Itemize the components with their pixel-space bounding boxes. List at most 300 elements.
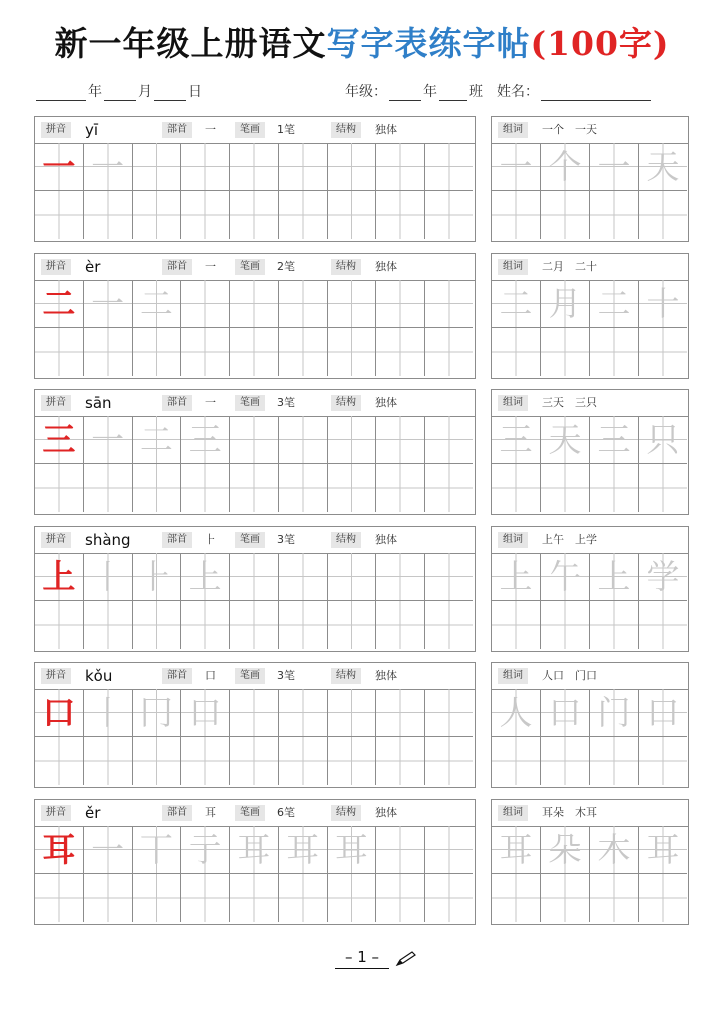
stroke-order-trace: 二 — [139, 420, 173, 459]
writing-cell[interactable] — [84, 553, 133, 601]
writing-cell[interactable] — [425, 826, 473, 874]
word-cell[interactable] — [541, 143, 590, 191]
stroke-order-trace: 上 — [188, 557, 222, 596]
structure-value: 独体 — [375, 669, 397, 682]
writing-cell[interactable] — [35, 280, 84, 328]
writing-cell[interactable] — [181, 143, 230, 191]
writing-grid — [35, 553, 475, 651]
writing-cell[interactable] — [35, 464, 84, 512]
word-trace-character: 三 — [597, 420, 631, 459]
writing-cell[interactable] — [376, 464, 425, 512]
word-cell[interactable] — [492, 328, 541, 376]
writing-cell[interactable] — [425, 464, 473, 512]
stroke-order-trace: 亍 — [188, 830, 222, 869]
writing-cell[interactable] — [35, 143, 84, 191]
word-cell[interactable] — [590, 191, 639, 239]
words-chip: 组词 — [498, 532, 528, 548]
word-cell[interactable] — [492, 874, 541, 922]
writing-cell[interactable] — [279, 143, 328, 191]
main-character: 一 — [42, 147, 76, 186]
writing-cell[interactable] — [376, 601, 425, 649]
title-highlight: 写字表练字帖 — [326, 24, 531, 63]
structure-value: 独体 — [375, 396, 397, 409]
writing-cell[interactable] — [425, 601, 473, 649]
writing-cell[interactable] — [376, 328, 425, 376]
word-grid — [492, 416, 688, 514]
word-practice-row — [491, 116, 689, 242]
writing-cell[interactable] — [84, 601, 133, 649]
radical-value: 耳 — [205, 806, 216, 819]
word-trace-character: 天 — [646, 147, 680, 186]
writing-cell[interactable] — [425, 328, 473, 376]
grade-label: 年级： — [345, 84, 387, 100]
structure-chip: 结构 — [331, 532, 361, 548]
writing-cell[interactable] — [133, 553, 182, 601]
writing-cell[interactable] — [84, 143, 133, 191]
structure-chip: 结构 — [331, 668, 361, 684]
word-trace-character: 一 — [597, 147, 631, 186]
word-cell[interactable] — [492, 689, 541, 737]
word-trace-character: 一 — [499, 147, 533, 186]
writing-cell[interactable] — [181, 601, 230, 649]
writing-cell[interactable] — [35, 191, 84, 239]
word-cell[interactable] — [590, 328, 639, 376]
radical-value: 口 — [205, 669, 216, 682]
pinyin-chip: 拼音 — [41, 122, 71, 138]
writing-cell[interactable] — [425, 143, 473, 191]
writing-cell[interactable] — [328, 416, 377, 464]
word-trace-character: 学 — [646, 557, 680, 596]
stroke-order-trace: 丨 — [91, 557, 125, 596]
year-blank[interactable] — [36, 84, 86, 101]
word-trace-character: 门 — [597, 693, 631, 732]
words-header — [492, 800, 688, 827]
writing-cell[interactable] — [181, 553, 230, 601]
char-info-header — [35, 117, 475, 144]
pinyin-chip: 拼音 — [41, 805, 71, 821]
strokes-value: 6笔 — [277, 806, 295, 819]
writing-cell[interactable] — [425, 416, 473, 464]
writing-cell[interactable] — [84, 416, 133, 464]
writing-grid — [35, 689, 475, 787]
strokes-chip: 笔画 — [235, 259, 265, 275]
writing-cell[interactable] — [230, 328, 279, 376]
strokes-chip: 笔画 — [235, 122, 265, 138]
writing-cell[interactable] — [230, 689, 279, 737]
writing-cell[interactable] — [279, 464, 328, 512]
word-trace-character: 午 — [548, 557, 582, 596]
structure-chip: 结构 — [331, 805, 361, 821]
word-cell[interactable] — [492, 826, 541, 874]
writing-cell[interactable] — [84, 280, 133, 328]
words-value: 三天 三只 — [542, 396, 597, 409]
day-label: 日 — [188, 84, 202, 100]
name-blank[interactable] — [541, 84, 651, 101]
radical-chip: 部首 — [162, 532, 192, 548]
words-header — [492, 527, 688, 554]
writing-cell[interactable] — [279, 280, 328, 328]
writing-cell[interactable] — [279, 416, 328, 464]
word-grid — [492, 280, 688, 378]
words-value: 上午 上学 — [542, 533, 597, 546]
word-cell[interactable] — [541, 601, 590, 649]
writing-cell[interactable] — [35, 553, 84, 601]
year-label: 年 — [88, 84, 102, 100]
writing-cell[interactable] — [425, 689, 473, 737]
writing-cell[interactable] — [376, 143, 425, 191]
radical-value: 一 — [205, 260, 216, 273]
pencil-icon — [395, 951, 417, 967]
writing-grid — [35, 143, 475, 241]
word-trace-character: 三 — [499, 420, 533, 459]
pinyin-chip: 拼音 — [41, 395, 71, 411]
writing-cell[interactable] — [328, 553, 377, 601]
word-trace-character: 朵 — [548, 830, 582, 869]
writing-grid — [35, 280, 475, 378]
writing-cell[interactable] — [425, 874, 473, 922]
writing-cell[interactable] — [230, 464, 279, 512]
word-practice-row — [491, 662, 689, 788]
page-title — [0, 20, 724, 68]
practice-row — [34, 116, 476, 242]
writing-cell[interactable] — [279, 874, 328, 922]
writing-cell[interactable] — [328, 280, 377, 328]
stroke-order-trace: 丨 — [91, 693, 125, 732]
word-cell[interactable] — [639, 737, 687, 785]
day-blank[interactable] — [154, 84, 186, 101]
month-label: 月 — [138, 84, 152, 100]
word-cell[interactable] — [541, 464, 590, 512]
writing-cell[interactable] — [230, 416, 279, 464]
word-cell[interactable] — [541, 416, 590, 464]
word-cell[interactable] — [590, 464, 639, 512]
word-cell[interactable] — [541, 280, 590, 328]
pinyin-chip: 拼音 — [41, 259, 71, 275]
writing-cell[interactable] — [133, 826, 182, 874]
writing-cell[interactable] — [328, 689, 377, 737]
word-cell[interactable] — [590, 826, 639, 874]
writing-cell[interactable] — [425, 737, 473, 785]
writing-cell[interactable] — [35, 601, 84, 649]
radical-value: ⺊ — [205, 533, 216, 546]
word-cell[interactable] — [639, 328, 687, 376]
word-cell[interactable] — [492, 416, 541, 464]
stroke-order-trace: 口 — [188, 693, 222, 732]
word-grid — [492, 553, 688, 651]
words-value: 二月 二十 — [542, 260, 597, 273]
word-practice-row — [491, 253, 689, 379]
writing-cell[interactable] — [84, 874, 133, 922]
writing-cell[interactable] — [35, 416, 84, 464]
word-cell[interactable] — [639, 826, 687, 874]
writing-cell[interactable] — [279, 553, 328, 601]
stroke-order-trace: 耳 — [286, 830, 320, 869]
stroke-order-trace: 丅 — [139, 830, 173, 869]
strokes-value: 1笔 — [277, 123, 295, 136]
writing-cell[interactable] — [376, 826, 425, 874]
writing-cell[interactable] — [84, 328, 133, 376]
writing-cell[interactable] — [181, 464, 230, 512]
writing-cell[interactable] — [35, 689, 84, 737]
writing-cell[interactable] — [230, 280, 279, 328]
strokes-value: 3笔 — [277, 533, 295, 546]
stroke-order-trace: ⺊ — [139, 557, 173, 596]
word-practice-row — [491, 526, 689, 652]
writing-cell[interactable] — [35, 826, 84, 874]
strokes-chip: 笔画 — [235, 805, 265, 821]
writing-cell[interactable] — [133, 280, 182, 328]
word-cell[interactable] — [639, 280, 687, 328]
radical-chip: 部首 — [162, 805, 192, 821]
writing-cell[interactable] — [84, 826, 133, 874]
writing-cell[interactable] — [230, 874, 279, 922]
stroke-order-trace: 一 — [91, 420, 125, 459]
date-line — [34, 80, 202, 104]
writing-cell[interactable] — [279, 826, 328, 874]
writing-cell[interactable] — [181, 416, 230, 464]
writing-cell[interactable] — [230, 143, 279, 191]
stroke-order-trace: 三 — [188, 420, 222, 459]
word-trace-character: 个 — [548, 147, 582, 186]
writing-cell[interactable] — [328, 737, 377, 785]
word-cell[interactable] — [639, 464, 687, 512]
word-cell[interactable] — [590, 280, 639, 328]
grade-blank[interactable] — [389, 84, 421, 101]
writing-cell[interactable] — [230, 553, 279, 601]
writing-cell[interactable] — [84, 737, 133, 785]
writing-cell[interactable] — [133, 143, 182, 191]
word-cell[interactable] — [639, 553, 687, 601]
writing-cell[interactable] — [279, 737, 328, 785]
structure-value: 独体 — [375, 533, 397, 546]
main-character: 口 — [42, 693, 76, 732]
words-header — [492, 117, 688, 144]
writing-cell[interactable] — [133, 416, 182, 464]
writing-cell[interactable] — [328, 191, 377, 239]
word-cell[interactable] — [590, 689, 639, 737]
word-cell[interactable] — [541, 191, 590, 239]
writing-cell[interactable] — [279, 601, 328, 649]
writing-cell[interactable] — [328, 874, 377, 922]
char-info-header — [35, 800, 475, 827]
pinyin-chip: 拼音 — [41, 668, 71, 684]
word-trace-character: 口 — [646, 693, 680, 732]
practice-row — [34, 526, 476, 652]
writing-cell[interactable] — [181, 874, 230, 922]
stroke-order-trace: 一 — [91, 830, 125, 869]
grade-year-label: 年 — [423, 84, 437, 100]
writing-cell[interactable] — [376, 280, 425, 328]
writing-cell[interactable] — [328, 143, 377, 191]
writing-cell[interactable] — [376, 553, 425, 601]
writing-cell[interactable] — [35, 874, 84, 922]
student-line — [345, 80, 653, 104]
word-grid — [492, 143, 688, 241]
writing-cell[interactable] — [181, 191, 230, 239]
word-cell[interactable] — [541, 328, 590, 376]
pinyin-value: èr — [85, 258, 101, 276]
writing-cell[interactable] — [133, 689, 182, 737]
word-cell[interactable] — [639, 416, 687, 464]
word-cell[interactable] — [590, 143, 639, 191]
writing-cell[interactable] — [133, 601, 182, 649]
word-cell[interactable] — [639, 191, 687, 239]
word-cell[interactable] — [639, 874, 687, 922]
word-cell[interactable] — [541, 689, 590, 737]
word-cell[interactable] — [541, 553, 590, 601]
word-cell[interactable] — [492, 601, 541, 649]
writing-cell[interactable] — [181, 328, 230, 376]
word-cell[interactable] — [492, 553, 541, 601]
writing-cell[interactable] — [425, 553, 473, 601]
writing-cell[interactable] — [35, 737, 84, 785]
word-cell[interactable] — [492, 737, 541, 785]
writing-cell[interactable] — [230, 191, 279, 239]
writing-cell[interactable] — [230, 826, 279, 874]
words-header — [492, 390, 688, 417]
word-cell[interactable] — [590, 416, 639, 464]
writing-cell[interactable] — [181, 826, 230, 874]
stroke-order-trace: 一 — [91, 147, 125, 186]
writing-grid — [35, 826, 475, 924]
word-trace-character: 耳 — [499, 830, 533, 869]
word-cell[interactable] — [541, 874, 590, 922]
pinyin-value: ěr — [85, 804, 101, 822]
word-cell[interactable] — [590, 601, 639, 649]
writing-cell[interactable] — [376, 416, 425, 464]
main-character: 耳 — [42, 830, 76, 869]
words-value: 一个 一天 — [542, 123, 597, 136]
month-blank[interactable] — [104, 84, 136, 101]
word-trace-character: 十 — [646, 284, 680, 323]
writing-cell[interactable] — [84, 191, 133, 239]
word-grid — [492, 689, 688, 787]
strokes-chip: 笔画 — [235, 395, 265, 411]
words-chip: 组词 — [498, 395, 528, 411]
writing-cell[interactable] — [133, 328, 182, 376]
word-cell[interactable] — [590, 553, 639, 601]
practice-row — [34, 799, 476, 925]
strokes-chip: 笔画 — [235, 532, 265, 548]
writing-cell[interactable] — [133, 737, 182, 785]
word-cell[interactable] — [639, 601, 687, 649]
word-trace-character: 天 — [548, 420, 582, 459]
words-chip: 组词 — [498, 668, 528, 684]
writing-cell[interactable] — [230, 601, 279, 649]
writing-cell[interactable] — [376, 737, 425, 785]
writing-cell[interactable] — [133, 191, 182, 239]
char-info-header — [35, 390, 475, 417]
word-trace-character: 上 — [597, 557, 631, 596]
writing-cell[interactable] — [376, 689, 425, 737]
word-cell[interactable] — [639, 143, 687, 191]
writing-cell[interactable] — [279, 191, 328, 239]
words-header — [492, 663, 688, 690]
words-value: 耳朵 木耳 — [542, 806, 597, 819]
writing-cell[interactable] — [84, 689, 133, 737]
word-cell[interactable] — [492, 464, 541, 512]
words-chip: 组词 — [498, 805, 528, 821]
writing-cell[interactable] — [425, 191, 473, 239]
word-trace-character: 二 — [499, 284, 533, 323]
writing-cell[interactable] — [376, 191, 425, 239]
writing-cell[interactable] — [84, 464, 133, 512]
structure-value: 独体 — [375, 123, 397, 136]
structure-value: 独体 — [375, 806, 397, 819]
word-cell[interactable] — [492, 191, 541, 239]
writing-cell[interactable] — [181, 280, 230, 328]
pinyin-value: sān — [85, 394, 112, 412]
writing-cell[interactable] — [230, 737, 279, 785]
char-info-header — [35, 663, 475, 690]
word-cell[interactable] — [492, 280, 541, 328]
word-cell[interactable] — [492, 143, 541, 191]
writing-grid — [35, 416, 475, 514]
class-blank[interactable] — [439, 84, 467, 101]
page-footer — [0, 948, 724, 969]
writing-cell[interactable] — [425, 280, 473, 328]
main-character: 上 — [42, 557, 76, 596]
char-info-header — [35, 254, 475, 281]
writing-cell[interactable] — [328, 601, 377, 649]
stroke-order-trace: 二 — [139, 284, 173, 323]
word-cell[interactable] — [541, 737, 590, 785]
strokes-value: 3笔 — [277, 396, 295, 409]
writing-cell[interactable] — [279, 689, 328, 737]
writing-cell[interactable] — [376, 874, 425, 922]
structure-chip: 结构 — [331, 395, 361, 411]
word-cell[interactable] — [590, 737, 639, 785]
strokes-value: 2笔 — [277, 260, 295, 273]
word-practice-row — [491, 389, 689, 515]
practice-row — [34, 389, 476, 515]
writing-cell[interactable] — [328, 826, 377, 874]
writing-cell[interactable] — [181, 689, 230, 737]
name-label: 姓名： — [497, 84, 539, 100]
stroke-order-trace: 耳 — [334, 830, 368, 869]
writing-cell[interactable] — [181, 737, 230, 785]
word-trace-character: 二 — [597, 284, 631, 323]
radical-chip: 部首 — [162, 668, 192, 684]
writing-cell[interactable] — [133, 464, 182, 512]
radical-value: 一 — [205, 123, 216, 136]
word-trace-character: 木 — [597, 830, 631, 869]
title-count: (100字) — [530, 24, 670, 63]
radical-chip: 部首 — [162, 122, 192, 138]
word-trace-character: 口 — [548, 693, 582, 732]
stroke-order-trace: 一 — [91, 284, 125, 323]
word-cell[interactable] — [541, 826, 590, 874]
writing-cell[interactable] — [328, 464, 377, 512]
structure-value: 独体 — [375, 260, 397, 273]
radical-value: 一 — [205, 396, 216, 409]
words-header — [492, 254, 688, 281]
main-character: 二 — [42, 284, 76, 323]
stroke-order-trace: 耳 — [237, 830, 271, 869]
strokes-value: 3笔 — [277, 669, 295, 682]
writing-cell[interactable] — [328, 328, 377, 376]
pinyin-value: kǒu — [85, 667, 113, 685]
radical-chip: 部首 — [162, 259, 192, 275]
writing-cell[interactable] — [279, 328, 328, 376]
word-cell[interactable] — [590, 874, 639, 922]
strokes-chip: 笔画 — [235, 668, 265, 684]
writing-cell[interactable] — [133, 874, 182, 922]
pinyin-chip: 拼音 — [41, 532, 71, 548]
word-grid — [492, 826, 688, 924]
word-cell[interactable] — [639, 689, 687, 737]
writing-cell[interactable] — [35, 328, 84, 376]
